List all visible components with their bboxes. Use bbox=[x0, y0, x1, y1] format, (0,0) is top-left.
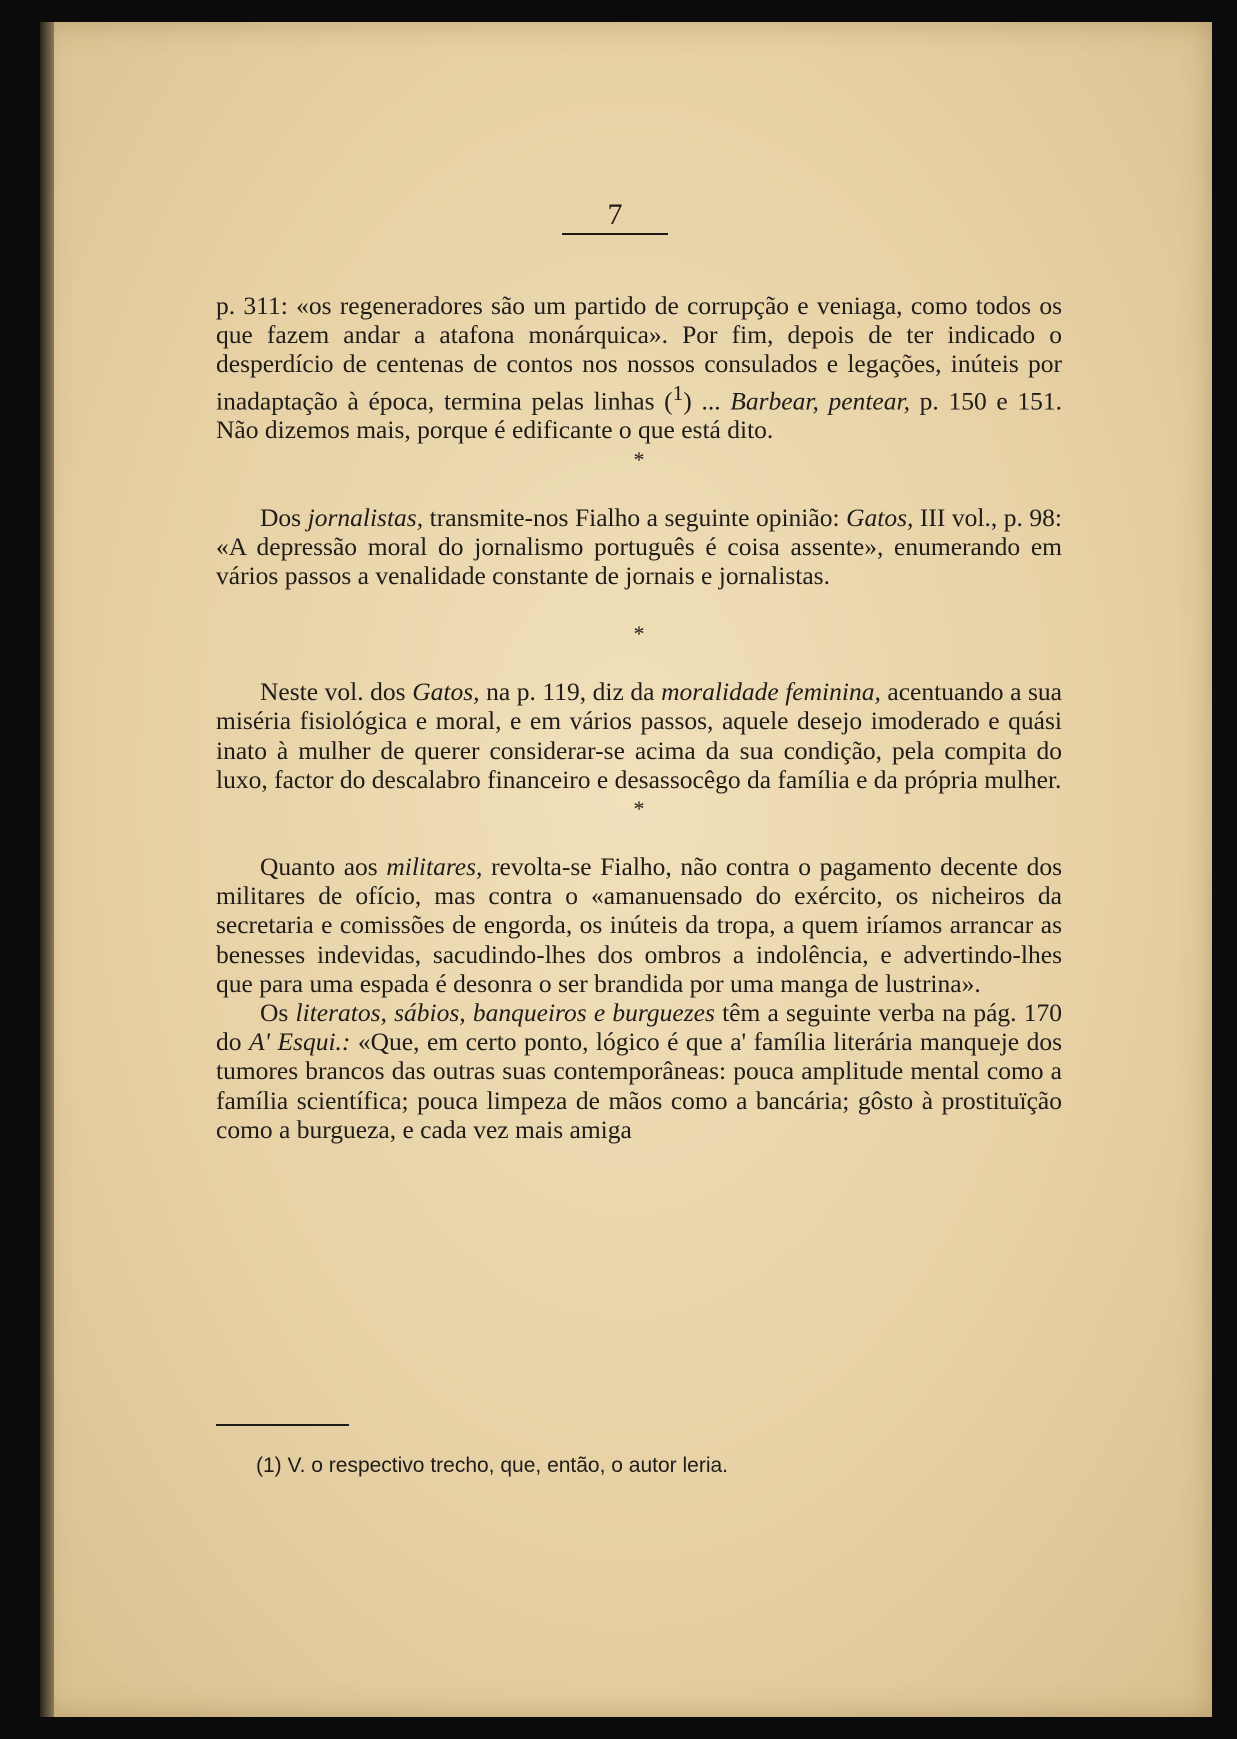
paragraph-2: Dos jornalistas, transmite-nos Fialho a seguinte opinião: Gatos, III vol., p. 98: «A depressão moral do jornalismo português é coisa assente», enumerando em vários passos a venalidade constante de jornais e jornalistas. bbox=[216, 502, 1062, 590]
body-text bbox=[216, 291, 1062, 1144]
paragraph-1: p. 311: «os regeneradores são um partido de corrupção e veniaga, como todos os que fazem andar a atafona monárquica». Por fim, depois de ter indicado o desperdício de centenas de contos nos nossos consulados e legações, inúteis por inadaptação à época, termina pelas linhas ($^1$) ... Barbear, pentear, p. 150 e 151. Não dizemos mais, porque é edificante o que está dito. bbox=[216, 291, 1062, 445]
paragraph-4: Quanto aos militares, revolta-se Fialho, não contra o pagamento decente dos militares de ofício, mas contra o «amanuensado do exército, os nicheiros da secretaria e comissões de engorda, os inúteis da tropa, a quem iríamos arrancar as benesses indevidas, sacudindo-lhes dos ombros a indolência, e advertindo-lhes que para uma espada é desonra o ser brandida por uma manga de lustrina». bbox=[216, 851, 1062, 998]
section-separator: * bbox=[633, 795, 645, 821]
page-number-rule bbox=[562, 233, 668, 235]
footnote-reference: 1 bbox=[672, 380, 684, 405]
book-page bbox=[40, 22, 1212, 1717]
section-separator: * bbox=[633, 446, 645, 472]
page-binding-edge bbox=[40, 22, 54, 1717]
paragraph-5: Os literatos, sábios, banqueiros e burguezes têm a seguinte verba na pág. 170 do A' Esqui.: «Que, em certo ponto, lógico é que a' família literária manqueje dos tumores brancos das outras suas contemporâneas: pouca amplitude mental como a família scientífica; pouca limpeza de mãos como a bancária; gôsto à prostituïção como a burgueza, e cada vez mais amiga bbox=[216, 997, 1063, 1144]
section-separator: * bbox=[633, 621, 645, 647]
footnote-marker: (1) bbox=[256, 1454, 282, 1477]
page-number: 7 bbox=[607, 198, 623, 231]
footnote-text: V. o respectivo trecho, que, então, o autor leria. bbox=[287, 1454, 729, 1477]
footnote-rule bbox=[216, 1424, 349, 1426]
paragraph-3: Neste vol. dos Gatos, na p. 119, diz da moralidade feminina, acentuando a sua miséria fisiológica e moral, e em vários passos, aquele desejo imoderado e quási inato à mulher de querer considerar-se acima da sua condição, pela compita do luxo, factor do descalabro financeiro e desassocêgo da família e da própria mulher. bbox=[216, 677, 1062, 794]
footnote bbox=[256, 1454, 1016, 1478]
